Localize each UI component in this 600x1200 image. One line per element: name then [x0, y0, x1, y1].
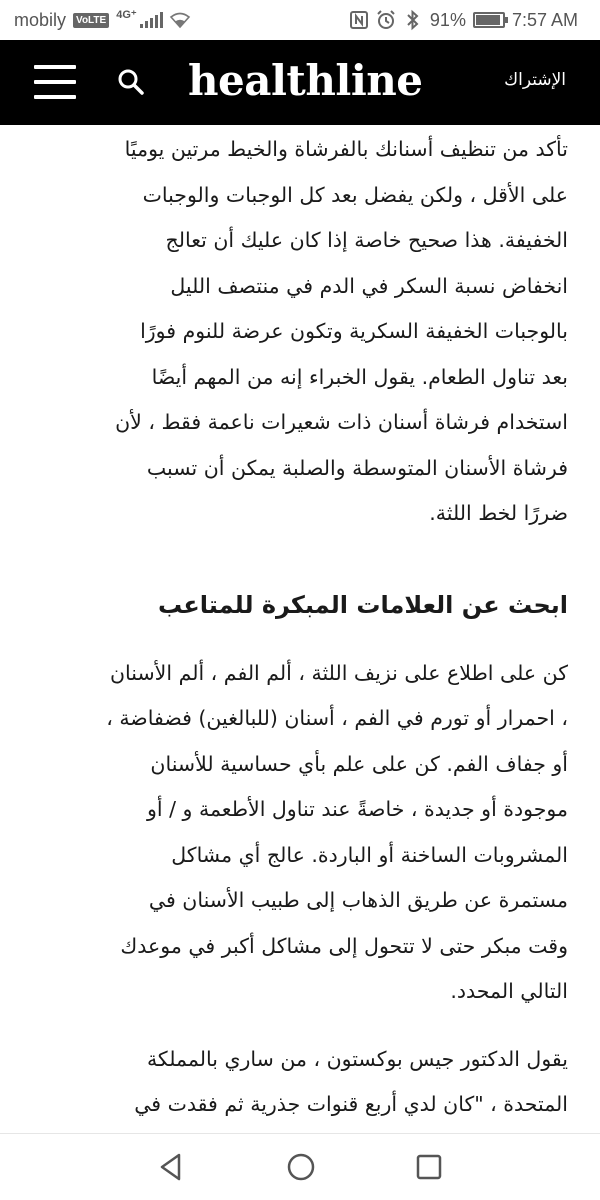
battery-percent: 91%: [429, 9, 466, 30]
battery-icon: [473, 12, 505, 28]
volte-badge: VoLTE: [73, 13, 109, 28]
circle-home-icon[interactable]: [286, 1152, 316, 1182]
navigation-bar: [0, 1133, 600, 1200]
text-line: مستمرة عن طريق الذهاب إلى طبيب الأسنان في: [148, 888, 568, 912]
article-body: [32, 125, 568, 1133]
text-line: المتحدة ، "كان لدي أربع قنوات جذرية ثم فقدت في: [134, 1092, 568, 1116]
text-line: ضررًا لخط اللثة.: [429, 501, 568, 525]
healthline-logo[interactable]: healthline: [188, 56, 423, 105]
text-line: وقت مبكر حتى لا تتحول إلى مشاكل أكبر في موعدك: [120, 933, 568, 958]
text-line: بعد تناول الطعام. يقول الخبراء إنه من المهم أيضًا: [151, 364, 568, 389]
paragraph-early-signs: [32, 651, 568, 1015]
text-line: تأكد من تنظيف أسنانك بالفرشاة والخيط مرتين يوميًا: [124, 137, 568, 161]
status-bar-left: [14, 10, 190, 31]
square-recents-icon[interactable]: [414, 1152, 444, 1182]
paragraph-brushing: [32, 125, 568, 537]
text-line: التالي المحدد.: [450, 979, 568, 1003]
text-line: فرشاة الأسنان المتوسطة والصلبة يمكن أن تسبب: [146, 455, 568, 480]
text-line: الخفيفة. هذا صحيح خاصة إذا كان عليك أن تعالج: [165, 228, 568, 252]
text-line: استخدام فرشاة أسنان ذات شعيرات ناعمة فقط ، لأن: [115, 410, 568, 434]
text-line: ، احمرار أو تورم في الفم ، أسنان (للبالغين) فضفاضة ،: [106, 706, 568, 730]
clock-time: 7:57 AM: [511, 9, 578, 30]
alarm-icon: [376, 10, 396, 30]
nfc-icon: [349, 10, 369, 30]
status-bar-right: [349, 10, 578, 31]
text-line: انخفاض نسبة السكر في الدم في منتصف الليل: [170, 273, 568, 298]
text-line: كن على اطلاع على نزيف اللثة ، ألم الفم ، ألم الأسنان: [110, 660, 568, 685]
hamburger-menu-icon[interactable]: [34, 65, 76, 99]
bluetooth-icon: [403, 10, 423, 30]
text-line: موجودة أو جديدة ، خاصةً عند تناول الأطعمة و / أو: [147, 797, 568, 821]
wifi-icon: [170, 10, 190, 30]
network-type: 4G⁺: [116, 8, 137, 21]
carrier-name: mobily: [14, 9, 67, 30]
subscribe-link[interactable]: الإشتراك: [504, 70, 566, 90]
triangle-back-icon[interactable]: [156, 1152, 186, 1182]
site-header: [0, 40, 600, 125]
text-line: يقول الدكتور جيس بوكستون ، من ساري بالمملكة: [146, 1046, 568, 1071]
text-line: بالوجبات الخفيفة السكرية وتكون عرضة للنوم فورًا: [140, 319, 568, 343]
section-heading: ابحث عن العلامات المبكرة للمتاعب: [157, 590, 568, 619]
status-bar: [0, 0, 600, 40]
text-line: أو جفاف الفم. كن على علم بأي حساسية للأسنان: [150, 751, 568, 776]
text-line: على الأقل ، ولكن يفضل بعد كل الوجبات والوجبات: [142, 182, 568, 207]
search-icon[interactable]: [116, 67, 146, 97]
text-line: المشروبات الساخنة أو الباردة. عالج أي مشاكل: [171, 842, 568, 867]
signal-icon: [140, 12, 163, 28]
